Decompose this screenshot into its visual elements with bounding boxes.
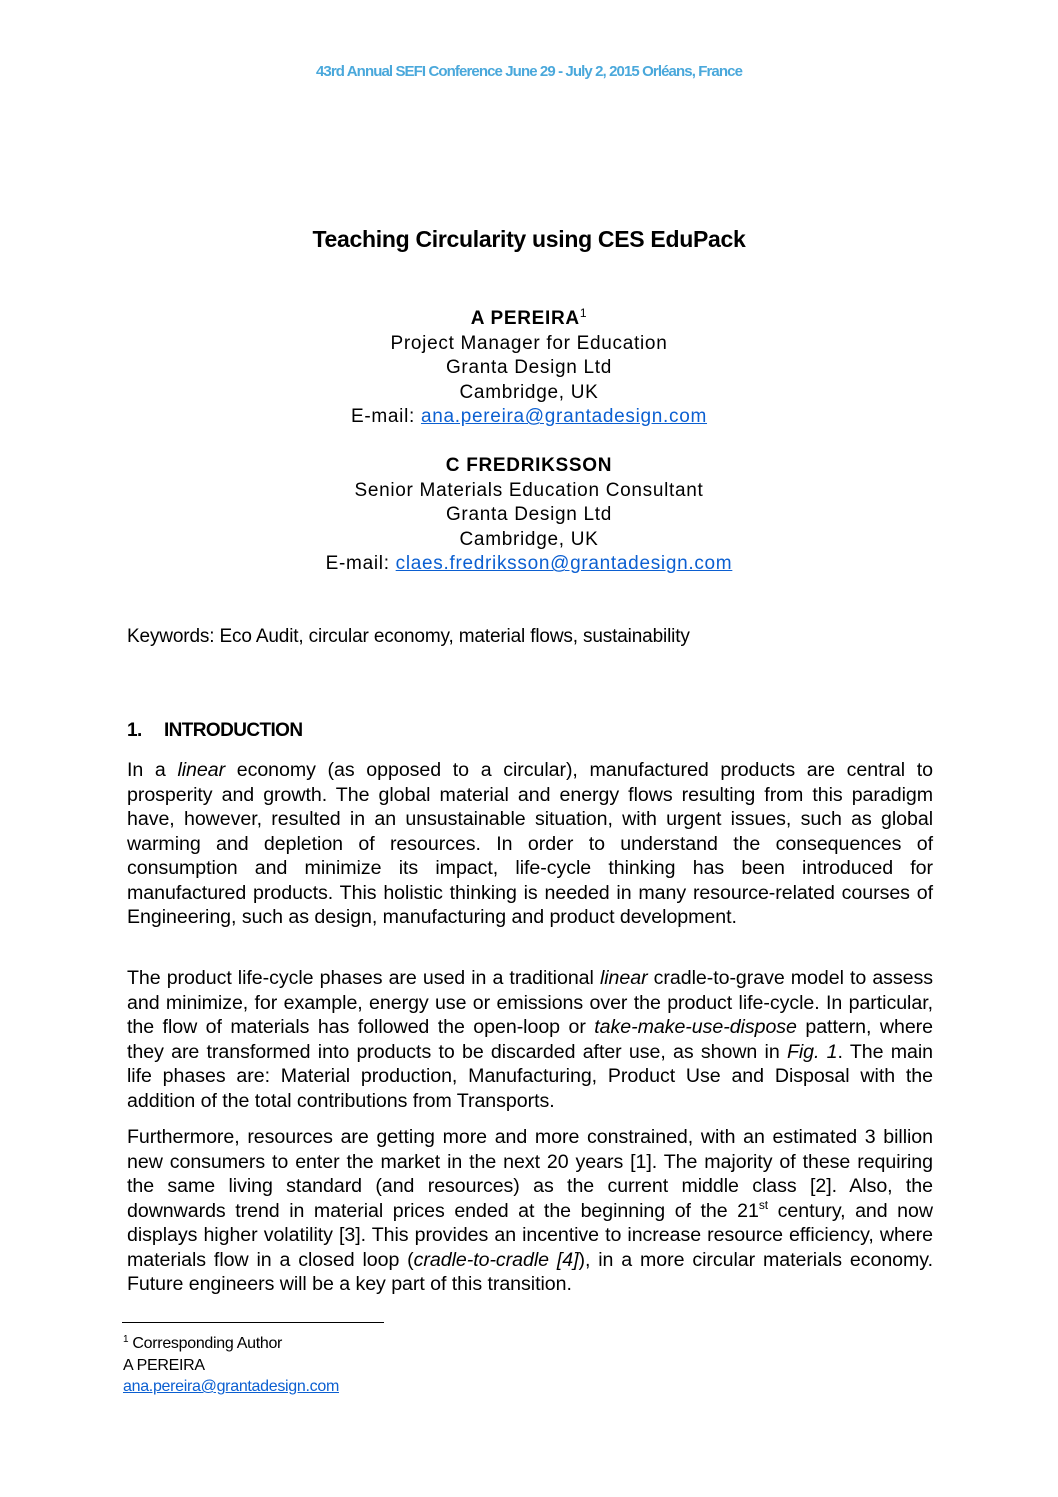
author-block-fredriksson — [0, 454, 1058, 577]
emphasis-take-make-use-dispose: take-make-use-dispose — [594, 1016, 797, 1038]
footnote-divider — [122, 1322, 384, 1323]
emphasis-linear: linear — [599, 967, 648, 989]
author-role: Project Manager for Education — [390, 332, 668, 354]
footnote — [123, 1333, 339, 1398]
author-email-link[interactable]: claes.fredriksson@grantadesign.com — [395, 553, 733, 575]
footnote-line-1 — [123, 1333, 339, 1355]
author-email-line — [0, 405, 1058, 430]
author-email-line — [0, 552, 1058, 577]
body-paragraph-1: In a linear economy (as opposed to a circular), manufactured products are central to prosperity and growth. The global material and energy flows resulting from this paradigm have, however, resulted in an unsustainable situation, with urgent issues, such as global warming and depletion of resources. In order to understand the consequences of consumption and minimize its impact, life-cycle thinking has been introduced for manufactured products. This holistic thinking is needed in many resource-related courses of Engineering, such as design, manufacturing and product development. — [127, 759, 933, 928]
author-name: A PEREIRA — [470, 308, 580, 329]
author-location: Cambridge, UK — [459, 381, 599, 403]
footnote-email-link[interactable]: ana.pereira@grantadesign.com — [123, 1378, 339, 1395]
author-name: C FREDRIKSSON — [445, 455, 613, 476]
conference-running-header: 43rd Annual SEFI Conference June 29 - July 2, 2015 Orléans, France — [315, 63, 743, 80]
author-location: Cambridge, UK — [459, 528, 599, 550]
section-number: 1. — [127, 720, 142, 741]
emphasis-linear: linear — [177, 759, 226, 781]
emphasis-cradle-to-cradle: cradle-to-cradle [4] — [413, 1248, 579, 1271]
author-company: Granta Design Ltd — [445, 504, 613, 526]
author-company: Granta Design Ltd — [445, 357, 613, 379]
footnote-marker: 1 — [123, 1334, 129, 1345]
section-heading-introduction — [127, 720, 302, 742]
email-label: E-mail: — [325, 553, 396, 575]
figure-reference: Fig. 1 — [786, 1040, 838, 1063]
email-label: E-mail: — [350, 406, 421, 428]
body-paragraph-3: Furthermore, resources are getting more and more constrained, with an estimated 3 billion new consumers to enter the market in the next 20 years [1]. The majority of these requiring the same living standard (and resources) as the current middle class [2]. Also, the downwards trend in material prices ended at the beginning of the 21st century, and now displays higher volatility [3]. This provides an incentive to increase resource efficiency, where materials flow in a closed loop (cradle-to-cradle [4]), in a more circular materials economy. Future engineers will be a key part of this transition. — [127, 1126, 933, 1295]
author-block-pereira — [0, 307, 1058, 430]
author-footnote-marker: 1 — [579, 306, 588, 320]
footnote-author-name: A PEREIRA — [123, 1356, 205, 1374]
body-paragraph-2: The product life-cycle phases are used in a traditional linear cradle-to-grave model to assess and minimize, for example, energy use or emissions over the product life-cycle. In particular, the flow of materials has followed the open-loop or take-make-use-dispose pattern, where they are transformed into products to be discarded after use, as shown in Fig. 1. The main life phases are: Material production, Manufacturing, Product Use and Disposal with the addition of the total contributions from Transports. — [127, 967, 933, 1112]
paper-title: Teaching Circularity using CES EduPack — [312, 226, 746, 252]
ordinal-suffix: st — [758, 1197, 769, 1212]
author-email-link[interactable]: ana.pereira@grantadesign.com — [420, 406, 708, 428]
author-role: Senior Materials Education Consultant — [354, 479, 704, 501]
keywords-line: Keywords: Eco Audit, circular economy, material flows, sustainability — [127, 626, 690, 647]
footnote-text: Corresponding Author — [128, 1335, 283, 1352]
author-name-line — [0, 307, 1058, 332]
section-title: INTRODUCTION — [164, 720, 303, 741]
